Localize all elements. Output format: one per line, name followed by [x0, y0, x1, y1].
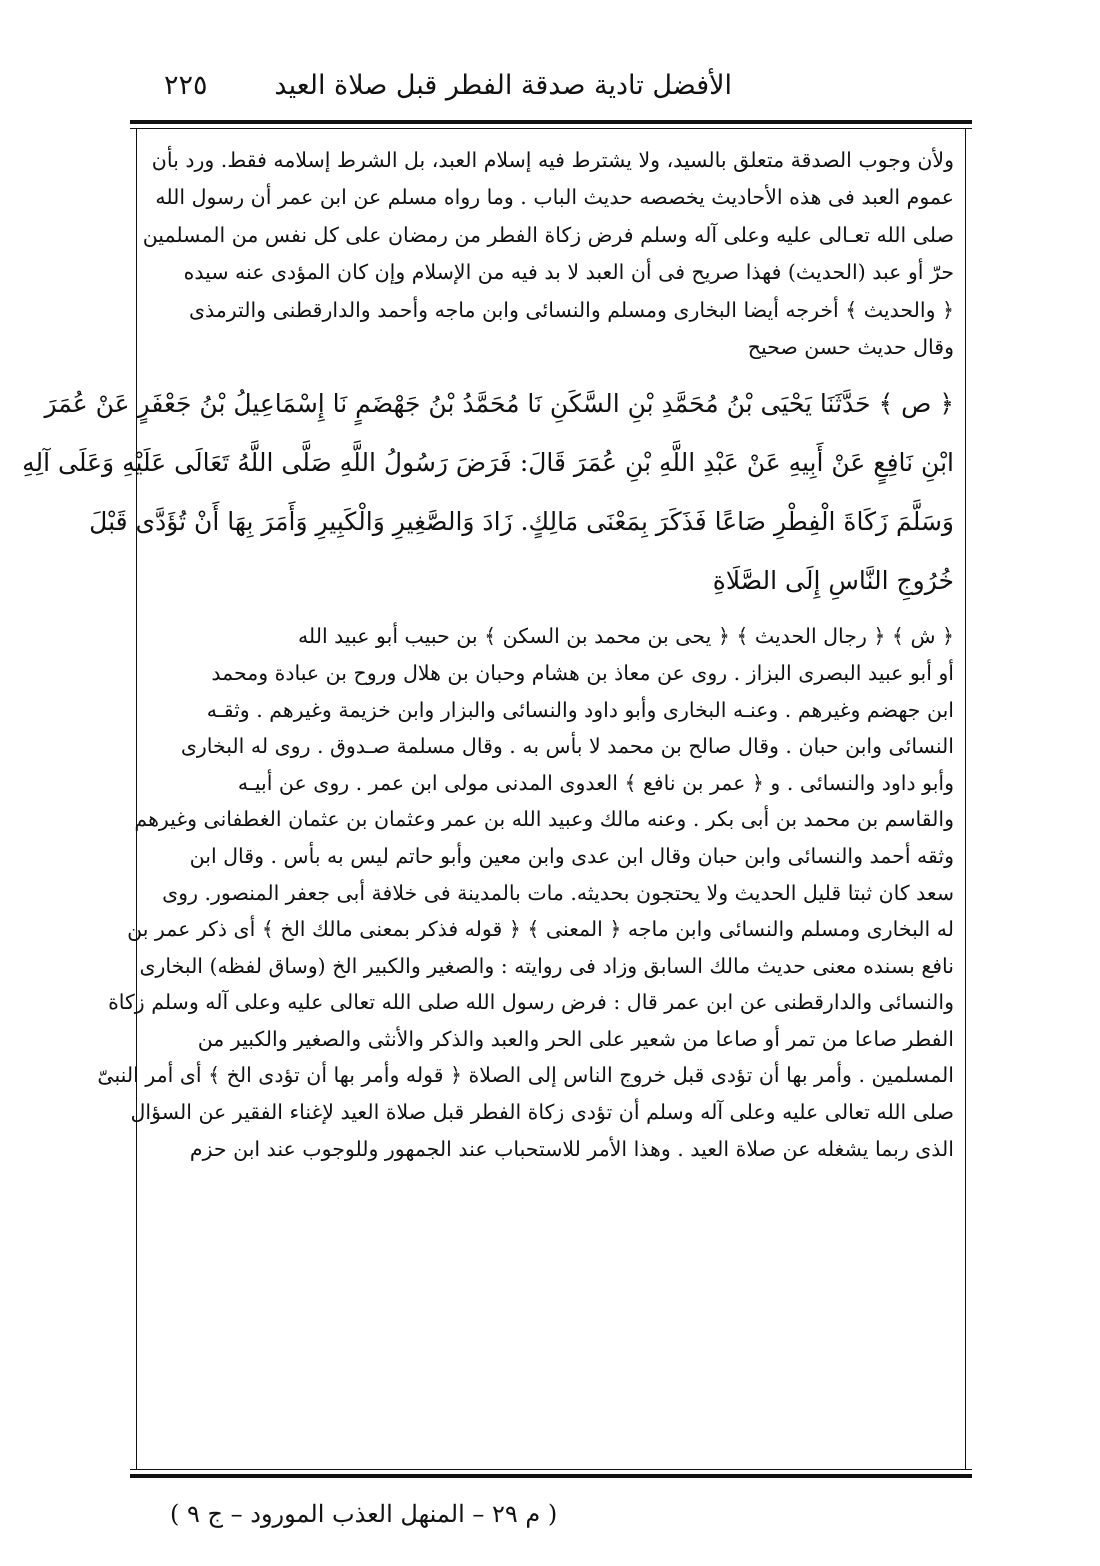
page-header: [130, 66, 972, 110]
text-line: حرّ أو عبد (الحديث) فهذا صريح فى أن العبد لا بد فيه من الإسلام وإن كان المؤدى عنه سيده: [183, 260, 954, 285]
text-line: له البخارى ومسلم والنسائى وابن ماجه ﴿ المعنى ﴾ ﴿ قوله فذكر بمعنى مالك الخ ﴾ أى ذكر عمر بن: [127, 917, 954, 942]
frame-rule-top: [130, 120, 972, 124]
commentary-bottom: [97, 618, 954, 1167]
text-line: أو أبو عبيد البصرى البزاز . روى عن معاذ بن هشام وحبان بن هلال وروح بن عبادة ومحمد: [211, 660, 954, 685]
page-body: [22, 142, 954, 1458]
frame-rule-top-inner: [130, 128, 972, 129]
commentary-top: [142, 142, 954, 366]
text-line: وقال حديث حسن صحيح: [747, 334, 954, 359]
text-line: ولأن وجوب الصدقة متعلق بالسيد، ولا يشترط فيه إسلام العبد، بل الشرط إسلامه فقط. ورد بأن: [151, 148, 954, 172]
signature-mark: ( م ٢٩ – المنهل العذب المورود – ج ٩ ): [170, 1500, 558, 1528]
text-line: نافع بسنده معنى حديث مالك السابق وزاد فى روايته : والصغير والكبير الخ (وساق لفظه) البخارى: [139, 953, 954, 978]
text-line: الفطر صاعا من تمر أو صاعا من شعير على الحر والعبد والذكر والأنثى والصغير والكبير من: [197, 1026, 954, 1051]
hadith-line: ﴿ ص ﴾ حَدَّثَنَا يَحْيَى بْنُ مُحَمَّدِ بْنِ السَّكَنِ نَا مُحَمَّدُ بْنُ جَهْضَمٍ نَا إِسْمَاعِيلُ بْنُ جَعْفَرٍ عَنْ عُمَرَ: [44, 389, 954, 419]
text-line: وأبو داود والنسائى . و ﴿ عمر بن نافع ﴾ العدوى المدنى مولى ابن عمر . روى عن أبيـه: [237, 770, 954, 795]
page-number: ٢٢٥: [164, 70, 208, 101]
text-line: المسلمين . وأمر بها أن تؤدى قبل خروج الناس إلى الصلاة ﴿ قوله وأمر بها أن تؤدى الخ ﴾ أى أمر النبىّ: [97, 1063, 954, 1088]
text-line: ابن جهضم وغيرهم . وعنـه البخارى وأبو داود والنسائى والبزار وابن خزيمة وغيرهم . وثقـه: [206, 697, 954, 722]
text-line: الذى ربما يشغله عن صلاة العيد . وهذا الأمر للاستحباب عند الجمهور وللوجوب عند ابن حزم: [189, 1136, 954, 1161]
frame-rule-bottom: [130, 1474, 972, 1478]
text-line: سعد كان ثبتا قليل الحديث ولا يحتجون بحديثه. مات بالمدينة فى خلافة أبى جعفر المنصور. روى: [162, 880, 954, 905]
text-line: صلى الله تعـالى عليه وعلى آله وسلم فرض زكاة الفطر من رمضان على كل نفس من المسلمين: [142, 222, 954, 247]
text-line: والنسائى والدارقطنى عن ابن عمر قال : فرض رسول الله صلى الله تعالى عليه وعلى آله وسلم زكاة: [108, 990, 954, 1015]
hadith-line: وَسَلَّمَ زَكَاةَ الْفِطْرِ صَاعًا فَذَكَرَ بِمَعْنَى مَالِكٍ. زَادَ وَالصَّغِيرِ وَالْكَبِيرِ وَأَمَرَ بِهَا أَنْ تُؤَدَّى قَبْلَ: [89, 507, 954, 537]
hadith-line: خُرُوجِ النَّاسِ إِلَى الصَّلَاةِ: [712, 566, 954, 596]
frame-rule-right: [965, 128, 966, 1470]
hadith-line: ابْنِ نَافِعٍ عَنْ أَبِيهِ عَنْ عَبْدِ اللَّهِ بْنِ عُمَرَ قَالَ: فَرَضَ رَسُولُ اللَّهِ صَلَّى اللَّهُ تَعَالَى عَلَيْهِ وَعَلَى آلِهِ: [22, 448, 954, 478]
text-line: ﴿ والحديث ﴾ أخرجه أيضا البخارى ومسلم والنسائى وابن ماجه وأحمد والدارقطنى والترمذى: [188, 297, 954, 322]
running-title: الأفضل تادية صدقة الفطر قبل صلاة العيد: [274, 70, 732, 101]
text-frame: [22, 120, 972, 1478]
frame-rule-bottom-inner: [130, 1469, 972, 1470]
text-line: والقاسم بن محمد بن أبى بكر . وعنه مالك وعبيد الله بن عمر وعثمان بن عثمان الغطفانى وغيرهم: [134, 807, 954, 832]
text-line: صلى الله تعالى عليه وعلى آله وسلم أن تؤدى زكاة الفطر قبل صلاة العيد لإغناء الفقير عن السؤال: [130, 1100, 954, 1125]
text-line: عموم العبد فى هذه الأحاديث يخصصه حديث الباب . وما رواه مسلم عن ابن عمر أن رسول الله: [155, 185, 954, 210]
hadith-text: [22, 374, 954, 610]
text-line: النسائى وابن حبان . وقال صالح بن محمد لا بأس به . وقال مسلمة صـدوق . روى له البخارى: [180, 734, 954, 759]
text-line: وثقه أحمد والنسائى وابن حبان وقال ابن عدى وابن معين وأبو حاتم ليس به بأس . وقال ابن: [189, 843, 954, 868]
frame-rule-left: [136, 128, 137, 1470]
text-line: ﴿ ش ﴾ ﴿ رجال الحديث ﴾ ﴿ يحى بن محمد بن السكن ﴾ بن حبيب أبو عبيد الله: [297, 624, 954, 649]
